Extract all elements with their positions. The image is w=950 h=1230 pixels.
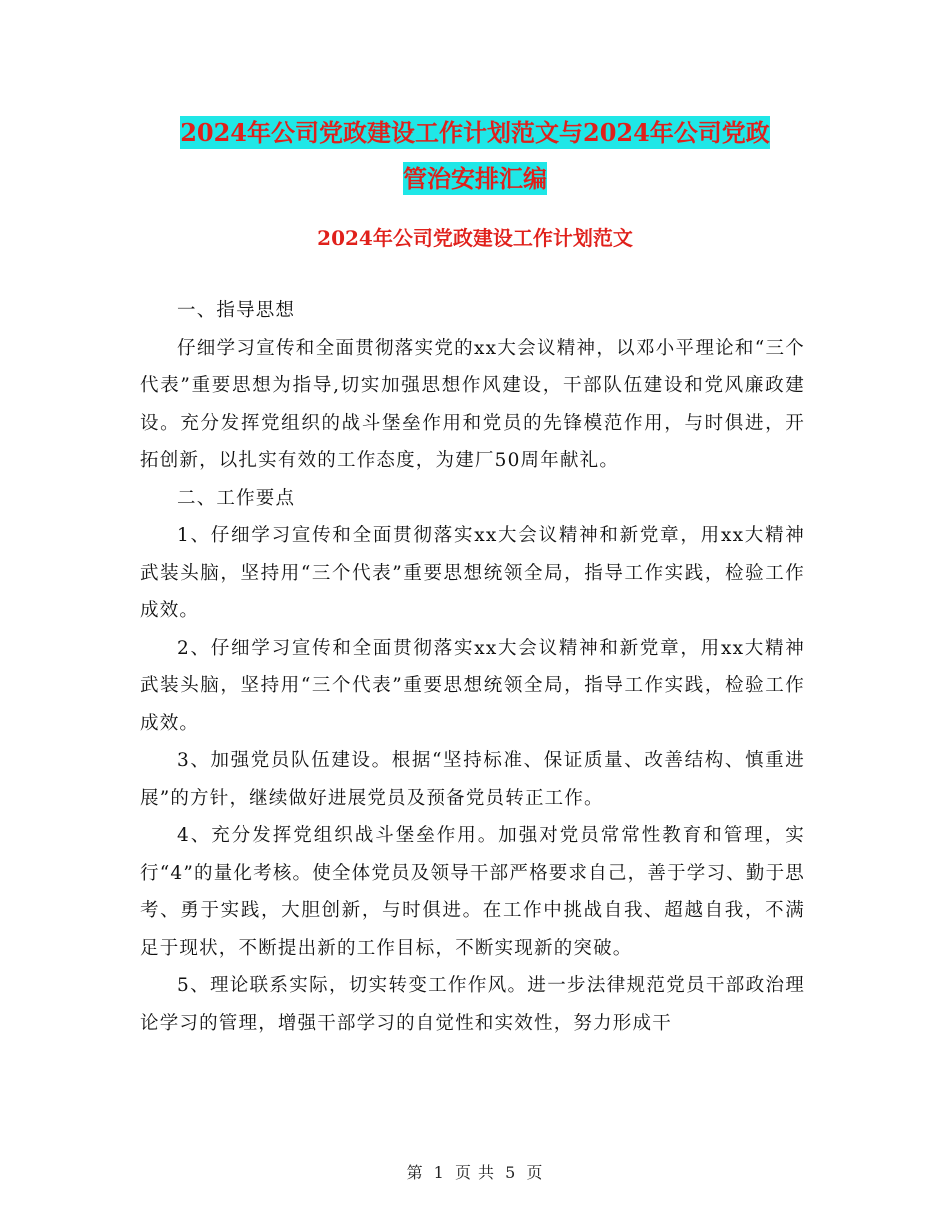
heading-work-points: 二、工作要点 [177,487,296,509]
footer-suffix: 页 [526,1163,544,1182]
footer-prefix: 第 [406,1163,424,1182]
paragraph: 1、仔细学习宣传和全面贯彻落实xx大会议精神和新党章，用xx大精神武装头脑，坚持用“三个代表”重要思想统领全局，指导工作实践，检验工作成效。 [140,525,805,621]
footer-mid: 页 共 [454,1163,496,1182]
body-text [140,292,805,1042]
paragraph: 3、加强党员队伍建设。根据“坚持标准、保证质量、改善结构、慎重进展”的方针，继续做好进展党员及预备党员转正工作。 [140,750,805,809]
heading-guiding-ideology: 一、指导思想 [177,300,296,321]
page-footer [0,1160,950,1183]
document-title-line-2: 管治安排汇编 [403,164,547,193]
document-title [120,110,830,202]
footer-total-pages: 5 [505,1163,517,1182]
paragraph: 仔细学习宣传和全面贯彻落实党的xx大会议精神，以邓小平理论和“三个代表”重要思想为指导,切实加强思想作风建设，干部队伍建设和党风廉政建设。充分发挥党组织的战斗堡垒作用和党员的先锋模范作用，与时俱进，开拓创新，以扎实有效的工作态度，为建厂50周年献礼。 [140,337,805,471]
document-title-line-1: 2024年公司党政建设工作计划范文与2024年公司党政 [180,118,770,147]
paragraph: 5、理论联系实际，切实转变工作作风。进一步法律规范党员干部政治理论学习的管理，增强干部学习的自觉性和实效性，努力形成干 [140,975,805,1034]
paragraph: 4、充分发挥党组织战斗堡垒作用。加强对党员常常性教育和管理，实行“4”的量化考核。使全体党员及领导干部严格要求自己，善于学习、勤于思考、勇于实践，大胆创新，与时俱进。在工作中挑战自我、超越自我，不满足于现状，不断提出新的工作目标，不断实现新的突破。 [140,825,805,959]
paragraph: 2、仔细学习宣传和全面贯彻落实xx大会议精神和新党章，用xx大精神武装头脑，坚持用“三个代表”重要思想统领全局，指导工作实践，检验工作成效。 [140,637,805,734]
footer-page-number: 1 [433,1163,445,1182]
section-title: 2024年公司党政建设工作计划范文 [317,226,633,250]
